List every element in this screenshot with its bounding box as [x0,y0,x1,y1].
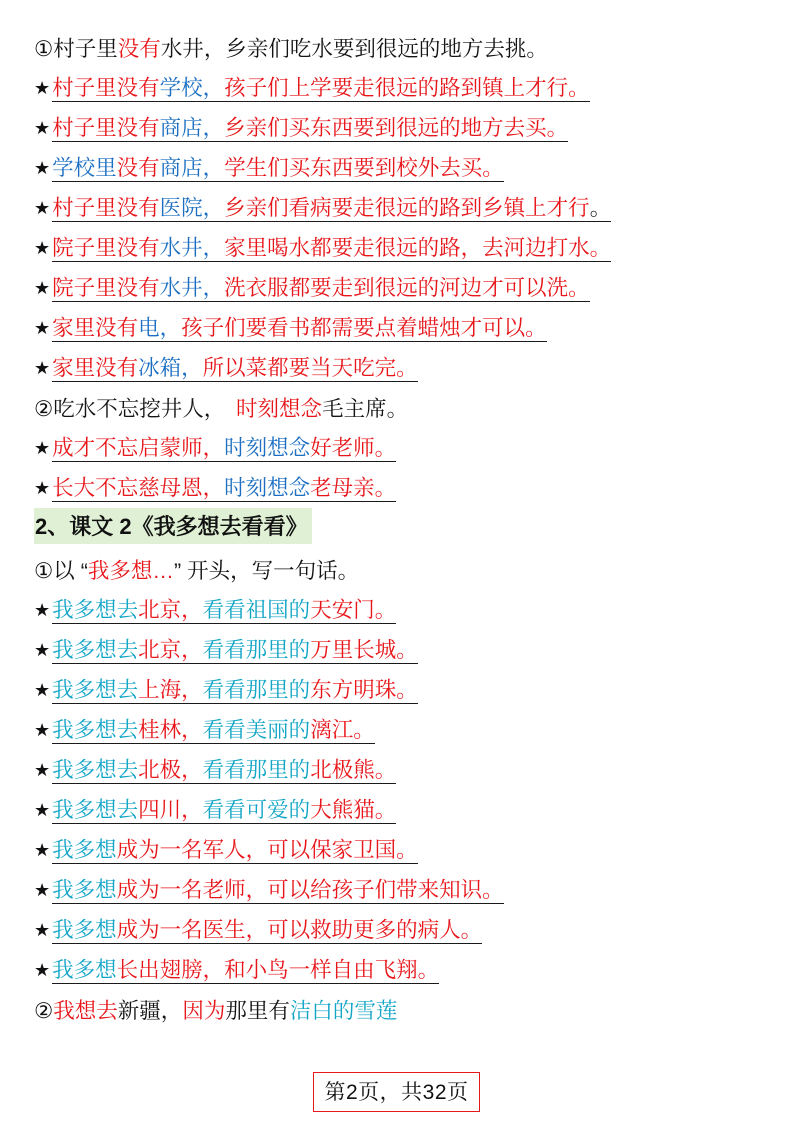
bullet-star-icon: ★ [34,77,51,98]
line-content [34,717,375,745]
text-segment: 漓江。 [310,717,375,742]
line-content [34,797,397,825]
document-line [34,824,767,864]
line-content [34,396,409,423]
text-segment: 我多想去 [52,677,139,702]
text-segment: 所以菜都要当天吃完。 [202,355,418,380]
text-segment: 以 “ [53,558,88,583]
document-line [34,102,767,142]
text-segment: 看看那里的 [202,637,311,662]
text-segment: 上海， [138,677,203,702]
text-segment: 家里没有 [52,315,139,340]
text-segment: 学生们买东西要到校外去买。 [224,155,504,180]
bullet-star-icon: ★ [34,599,51,620]
text-segment: 看看可爱的 [202,797,311,822]
text-segment: 村子里 [53,36,118,61]
text-segment: 万里长城。 [310,637,418,662]
line-content [34,757,397,785]
line-content [34,435,397,463]
bullet-star-icon: ★ [34,759,51,780]
document-line [34,222,767,262]
text-segment: 水井， [159,235,225,260]
underlined-sentence [52,757,397,785]
bullet-star-icon: ★ [34,799,51,820]
text-segment: 孩子们要看书都需要点着蜡烛才可以。 [181,315,547,340]
text-segment: 医院， [159,195,225,220]
underlined-sentence [52,235,612,263]
document-line [34,624,767,664]
document-line [34,544,767,584]
text-segment: 。 [589,195,612,220]
text-segment: 北极熊。 [310,757,397,782]
text-segment: 毛主席。 [322,396,409,421]
line-content [34,558,360,585]
document-line [34,262,767,302]
document-line [34,584,767,624]
text-segment: 我多想去 [52,797,139,822]
bullet-star-icon: ★ [34,277,51,298]
underlined-sentence [52,475,397,503]
bullet-star-icon: ★ [34,639,51,660]
document-line [34,302,767,342]
text-segment: 吃水不忘挖井人， [53,396,237,421]
section-heading-row [34,502,767,544]
text-segment: 家里没有 [52,355,139,380]
bullet-star-icon: ★ [34,679,51,700]
underlined-sentence [52,917,483,945]
text-segment: 北极， [138,757,203,782]
text-segment: 长出翅膀，和小鸟一样自由飞翔。 [116,957,440,982]
line-content [34,957,440,985]
text-segment: 成为一名军人，可以保家卫国。 [116,837,418,862]
list-marker: ② [34,396,54,421]
underlined-sentence [52,717,375,745]
list-marker: ① [34,36,54,61]
line-content [34,275,590,303]
line-content [34,75,590,103]
text-segment: 孩子们上学要走很远的路到镇上才行。 [224,75,590,100]
text-segment: 我多想去 [52,717,139,742]
text-segment: 乡亲们看病要走很远的路到乡镇上才行 [224,195,590,220]
text-segment: 洗衣服都要走到很远的河边才可以洗。 [224,275,590,300]
line-content [34,877,504,905]
text-segment: 村子里没有 [52,75,160,100]
text-segment: 看看美丽的 [202,717,311,742]
text-segment: 成才不忘启蒙师， [52,435,225,460]
bullet-star-icon: ★ [34,117,51,138]
text-segment: 桂林， [138,717,203,742]
document-line [34,62,767,102]
bullet-star-icon: ★ [34,157,51,178]
text-segment: 因为 [182,998,226,1023]
text-segment: 成为一名医生，可以救助更多的病人。 [116,917,483,942]
text-segment: 看看祖国的 [202,597,311,622]
underlined-sentence [52,677,418,705]
text-segment: 家里喝水都要走很远的路，去河边打水。 [224,235,612,260]
line-content [34,195,612,223]
text-segment: 电， [138,315,182,340]
list-marker: ① [34,558,54,583]
text-segment: 我多想 [52,917,117,942]
underlined-sentence [52,637,418,665]
text-segment: 没有 [116,155,160,180]
sentence [53,998,398,1025]
document-line [34,462,767,502]
bullet-star-icon: ★ [34,919,51,940]
underlined-sentence [52,315,547,343]
line-content [34,637,418,665]
bullet-star-icon: ★ [34,959,51,980]
document-line [34,944,767,984]
text-segment: 时刻想念 [236,396,323,421]
text-segment: 没有 [117,36,161,61]
document-line [34,784,767,824]
underlined-sentence [52,75,590,103]
document-line [34,422,767,462]
text-segment: 学校， [159,75,225,100]
bullet-star-icon: ★ [34,839,51,860]
document-line [34,382,767,422]
text-segment: 时刻想念 [224,435,311,460]
document-content [34,22,767,1024]
text-segment: 洁白的雪莲 [289,998,398,1023]
document-line [34,744,767,784]
text-segment: 乡亲们买东西要到很远的地方去买。 [224,115,569,140]
text-segment: 水井，乡亲们吃水要到很远的地方去挑。 [160,36,548,61]
document-line [34,984,767,1024]
text-segment: 村子里没有 [52,115,160,140]
underlined-sentence [52,797,397,825]
text-segment: 我多想 [52,877,117,902]
document-line [34,704,767,744]
text-segment: 时刻想念 [224,475,311,500]
line-content [34,355,418,383]
line-content [34,36,548,63]
document-line [34,142,767,182]
bullet-star-icon: ★ [34,477,51,498]
line-content [34,155,504,183]
underlined-sentence [52,877,504,905]
text-segment: 看看那里的 [202,757,311,782]
text-segment: 我多想去 [52,597,139,622]
text-segment: 成为一名老师，可以给孩子们带来知识。 [116,877,504,902]
text-segment: 院子里没有 [52,275,160,300]
bullet-star-icon: ★ [34,357,51,378]
line-content [34,115,569,143]
text-segment: 新疆， [117,998,183,1023]
bullet-star-icon: ★ [34,437,51,458]
underlined-sentence [52,355,418,383]
page-number-badge: 第2页，共32页 [313,1072,479,1112]
text-segment: 四川， [138,797,203,822]
line-content [34,998,398,1025]
text-segment: 我多想 [52,957,117,982]
section-heading: 2、课文 2《我多想去看看》 [34,508,312,544]
bullet-star-icon: ★ [34,197,51,218]
underlined-sentence [52,115,569,143]
document-line [34,904,767,944]
text-segment: 商店， [159,115,225,140]
exercise-block-two [34,544,767,1024]
text-segment: 好老师。 [310,435,397,460]
bullet-star-icon: ★ [34,317,51,338]
text-segment: 我想去 [53,998,118,1023]
sentence [53,558,360,585]
sentence [53,396,409,423]
text-segment: 商店， [159,155,225,180]
page-footer [0,1072,793,1112]
document-line [34,22,767,62]
text-segment: 我多想去 [52,757,139,782]
document-line [34,664,767,704]
underlined-sentence [52,155,504,183]
line-content [34,917,483,945]
list-marker: ② [34,998,54,1023]
line-content [34,315,547,343]
underlined-sentence [52,597,397,625]
text-segment: 水井， [159,275,225,300]
line-content [34,837,418,865]
line-content [34,677,418,705]
text-segment: 长大不忘慈母恩， [52,475,225,500]
text-segment: 北京， [138,597,203,622]
document-line [34,864,767,904]
line-content [34,235,612,263]
text-segment: 北京， [138,637,203,662]
text-segment: 天安门。 [310,597,397,622]
text-segment: 东方明珠。 [310,677,418,702]
text-segment: 看看那里的 [202,677,311,702]
text-segment: 那里有 [225,998,290,1023]
bullet-star-icon: ★ [34,879,51,900]
underlined-sentence [52,195,612,223]
text-segment: 冰箱， [138,355,203,380]
text-segment: 学校里 [52,155,117,180]
text-segment: 我多想去 [52,637,139,662]
document-line [34,182,767,222]
exercise-block-one [34,22,767,502]
bullet-star-icon: ★ [34,719,51,740]
text-segment: 老母亲。 [310,475,397,500]
text-segment: 我多想 [52,837,117,862]
underlined-sentence [52,957,440,985]
text-segment: 大熊猫。 [310,797,397,822]
line-content [34,475,397,503]
underlined-sentence [52,275,590,303]
text-segment: 院子里没有 [52,235,160,260]
text-segment: ” 开头，写一句话。 [173,558,360,583]
underlined-sentence [52,837,418,865]
text-segment: 我多想… [87,558,174,583]
line-content [34,597,397,625]
sentence [53,36,548,63]
bullet-star-icon: ★ [34,237,51,258]
document-line [34,342,767,382]
underlined-sentence [52,435,397,463]
text-segment: 村子里没有 [52,195,160,220]
